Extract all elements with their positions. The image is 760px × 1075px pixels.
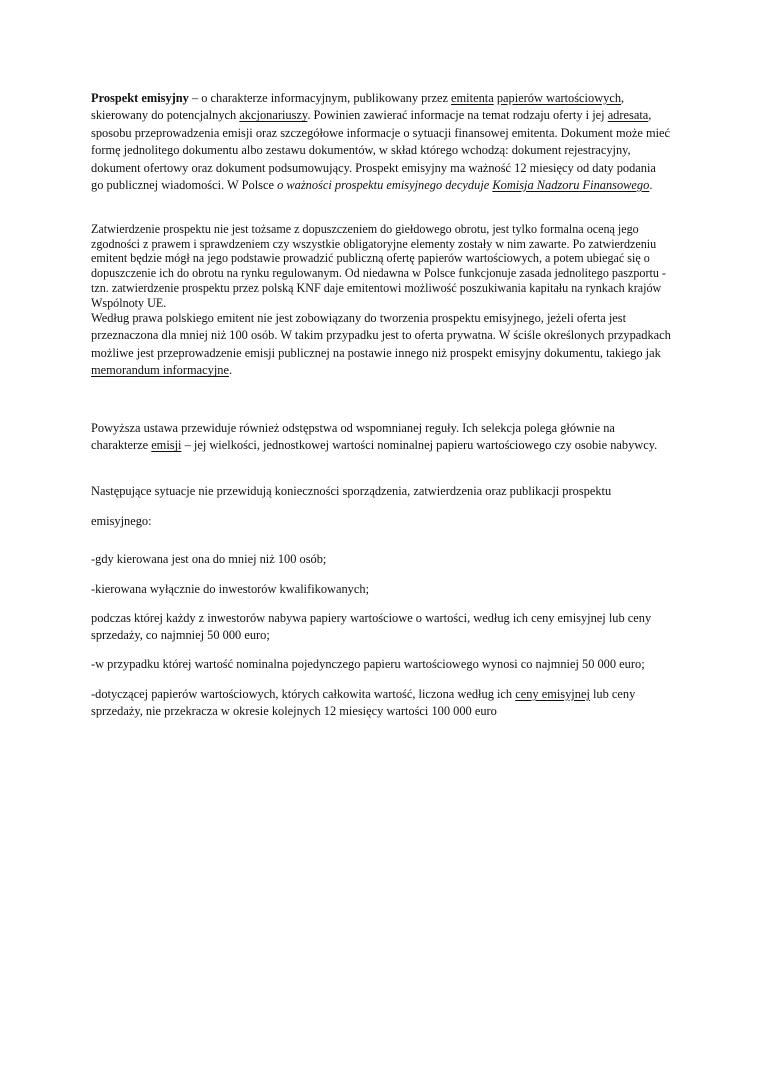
intro-paragraph (91, 90, 671, 194)
text-span: , skierowany do potencjalnych (91, 91, 625, 123)
text-span: , sposobu przeprowadzenia emisji oraz szczegółowe informacje o sytuacji finansowej emitenta. Dokument może mieć formę jednolitego dokumentu albo zestawu dokumentów, w skład którego wchodzą: dokument rejestracyjny, dokument ofertowy oraz dokument podsumowujący. Prospekt emisyjny ma ważność 12 miesięcy od daty podania go publicznej wiadomości. W Polsce (91, 108, 671, 193)
link-akcjonariuszy[interactable]: akcjonariuszy (239, 108, 308, 123)
text-span: . (649, 178, 653, 193)
link-adresata[interactable]: adresata (607, 108, 649, 123)
link-komisja-nadzoru-finansowego[interactable]: Komisja Nadzoru Finansowego (492, 178, 650, 193)
text-span: -dotyczącej papierów wartościowych, których całkowita wartość, liczona według ich (91, 687, 516, 701)
link-emitenta[interactable]: emitenta (451, 91, 494, 105)
text-span: – o charakterze informacyjnym, publikowany przez (188, 91, 452, 105)
term-heading: Prospekt emisyjny (91, 91, 189, 105)
list-item: -gdy kierowana jest ona do mniej niż 100 osób; (91, 552, 327, 566)
text-span: – jej wielkości, jednostkowej wartości nominalnej papieru wartościowego czy osobie nabywcy. (181, 438, 658, 453)
italic-text (277, 178, 649, 192)
list-item: podczas której każdy z inwestorów nabywa papiery wartościowe o wartości, według ich ceny emisyjnej lub ceny sprzedaży, co najmniej 50 000 euro; (91, 611, 652, 643)
link-emisji[interactable]: emisji (151, 438, 182, 453)
link-memorandum-informacyjne[interactable]: memorandum informacyjne (91, 363, 229, 378)
link-papierow-wartosciowych[interactable]: papierów wartościowych (496, 91, 622, 105)
text-span: Według prawa polskiego emitent nie jest zobowiązany do tworzenia prospektu emisyjnego, jeżeli oferta jest przeznaczona dla mniej niż 100 osób. W takim przypadku jest to oferta prywatna. W ściśle określonych przypadkach możliwe jest przeprowadzenie emisji publicznej na postawie innego niż prospekt emisyjny dokumentu, takiego jak (91, 311, 671, 360)
situations-intro-cont: emisyjnego: (91, 514, 152, 528)
link-ceny-emisyjnej[interactable]: ceny emisyjnej (515, 687, 590, 701)
approval-paragraph: Zatwierdzenie prospektu nie jest tożsame z dopuszczeniem do giełdowego obrotu, jest tylko formalna oceną jego zgodności z prawem i sprawdzeniem czy wszystkie obligatoryjne elementy zostały w nim zawarte. Po zatwierdzeniu emitent będzie mógł na jego podstawie prowadzić publiczną ofertę papierów wartościowych, a potem ubiegać się o dopuszczenie ich do obrotu na rynku regulowanym. Od niedawna w Polsce funkcjonuje zasada jednolitego paszportu - tzn. zatwierdzenie prospektu przez polską KNF daje emitentowi możliwość poszukiwania kapitału na rynkach krajów Wspólnoty UE. (91, 222, 666, 310)
exceptions-paragraph (91, 420, 671, 455)
italic-span: o ważności prospektu emisyjnego decyduje (277, 178, 493, 193)
list-item: -kierowana wyłącznie do inwestorów kwalifikowanych; (91, 582, 370, 596)
text-span: . Powinien zawierać informacje na temat rodzaju oferty i jej (307, 108, 608, 123)
text-span: . (228, 363, 233, 378)
text-span: Powyższa ustawa przewiduje również odstępstwa od wspomnianej reguły. Ich selekcja polega głównie na charakterze (91, 421, 615, 453)
polish-law-paragraph (91, 310, 671, 380)
list-item (91, 686, 671, 721)
situations-intro: Następujące sytuacje nie przewidują konieczności sporządzenia, zatwierdzenia oraz publikacji prospektu (91, 484, 612, 498)
text-span: lub ceny sprzedaży, nie przekracza w okresie kolejnych 12 miesięcy wartości 100 000 euro (91, 687, 636, 719)
list-item: -w przypadku której wartość nominalna pojedynczego papieru wartościowego wynosi co najmniej 50 000 euro; (91, 657, 645, 671)
